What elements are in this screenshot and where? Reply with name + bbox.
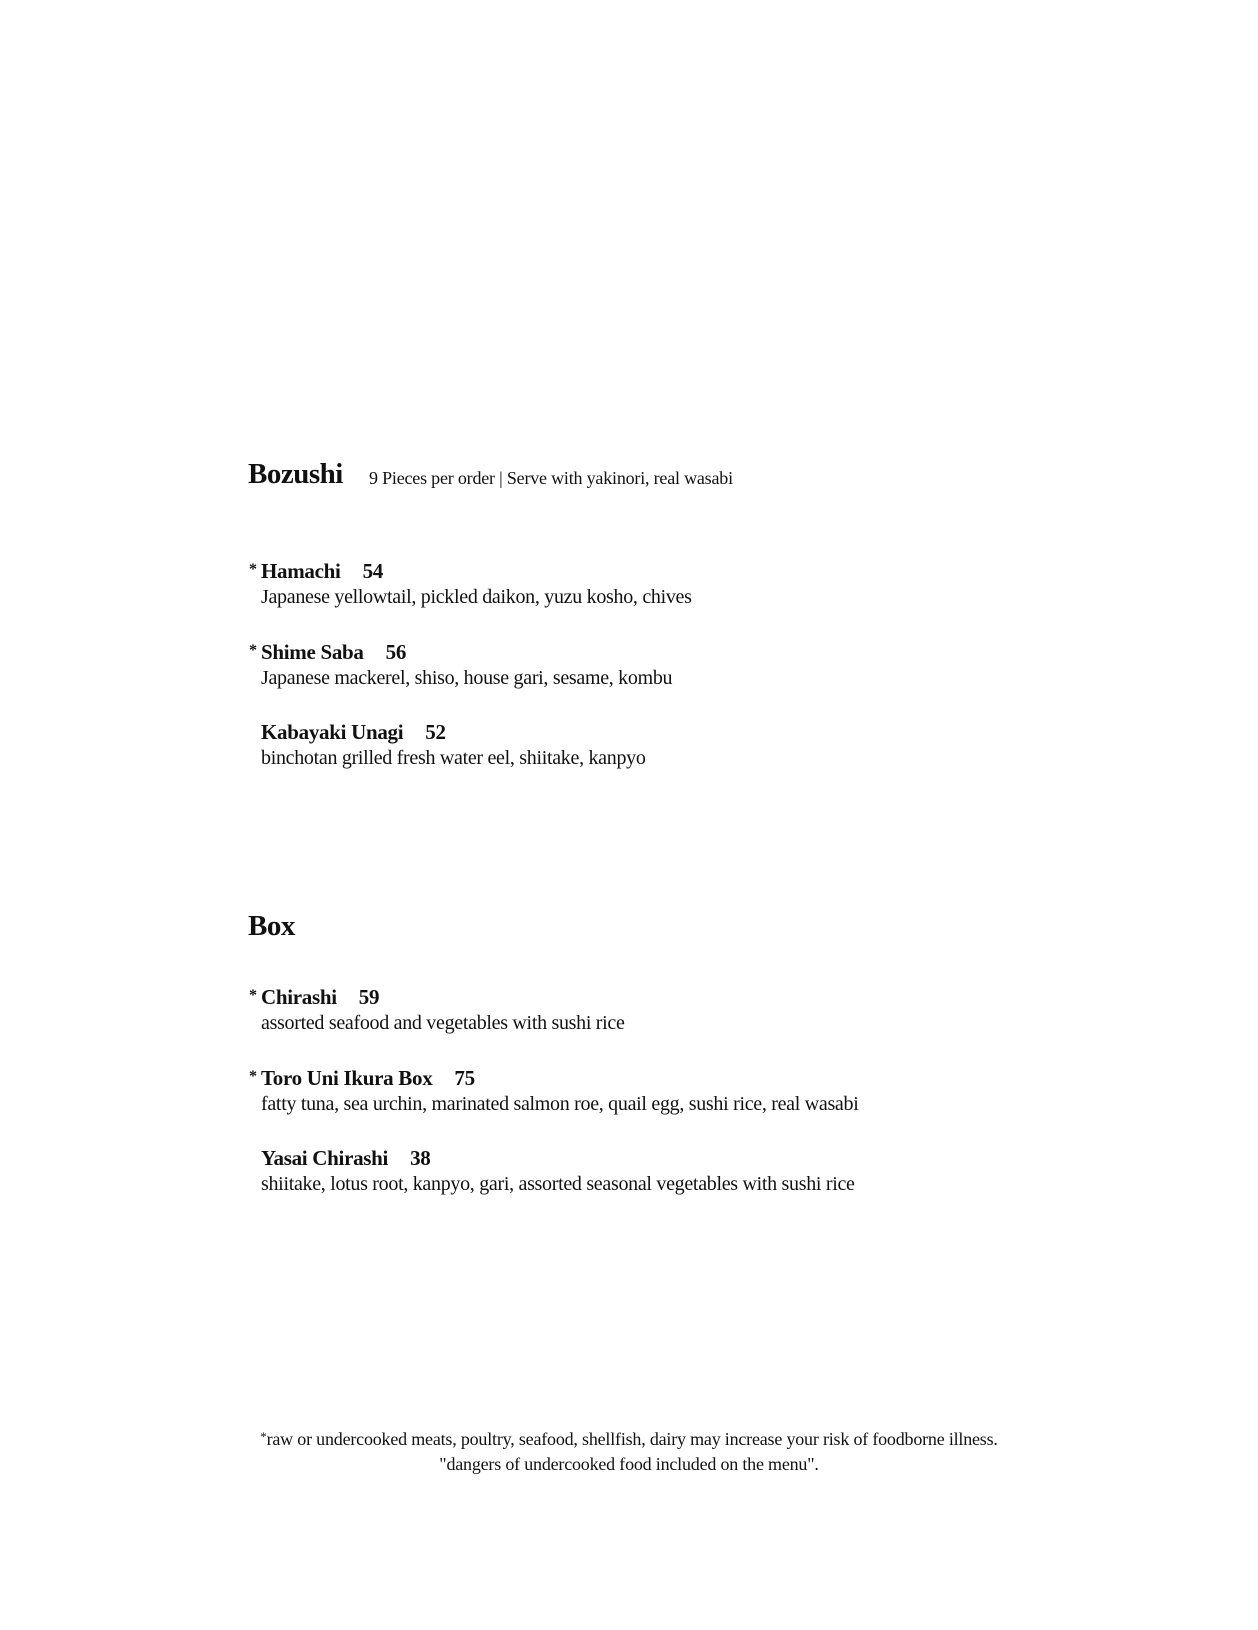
menu-item-description: binchotan grilled fresh water eel, shiitake, kanpyo bbox=[261, 747, 646, 769]
menu-item-price: 59 bbox=[358, 985, 380, 1009]
menu-item-price: 56 bbox=[385, 640, 407, 664]
menu-item-hamachi bbox=[249, 557, 1149, 610]
menu-item-header bbox=[249, 983, 1149, 1010]
menu-item-description: Japanese mackerel, shiso, house gari, sesame, kombu bbox=[261, 667, 673, 689]
health-warning-footnote bbox=[0, 1424, 1258, 1477]
menu-item-toro-uni-ikura-box bbox=[249, 1064, 1149, 1117]
menu-item-description: Japanese yellowtail, pickled daikon, yuzu kosho, chives bbox=[261, 586, 692, 608]
menu-item-shime-saba bbox=[249, 638, 1149, 691]
footnote-text-1: raw or undercooked meats, poultry, seafood, shellfish, dairy may increase your risk of foodborne illness. bbox=[266, 1429, 998, 1449]
menu-item-price: 54 bbox=[362, 559, 383, 583]
menu-item-name: Shime Saba bbox=[261, 640, 364, 664]
menu-item-description: fatty tuna, sea urchin, marinated salmon roe, quail egg, sushi rice, real wasabi bbox=[261, 1093, 859, 1115]
menu-item-kabayaki-unagi bbox=[249, 719, 1149, 771]
menu-item-header bbox=[249, 1145, 1149, 1171]
section-title-box: Box bbox=[248, 910, 295, 942]
raw-warning-star: * bbox=[249, 987, 257, 1004]
menu-item-price: 75 bbox=[454, 1066, 475, 1090]
menu-item-header bbox=[249, 719, 1149, 745]
menu-item-header bbox=[249, 1064, 1149, 1091]
menu-item-yasai-chirashi bbox=[249, 1145, 1149, 1197]
menu-item-name: Chirashi bbox=[261, 985, 337, 1009]
footnote-line-2: "dangers of undercooked food included on the menu". bbox=[439, 1454, 819, 1474]
menu-item-description: shiitake, lotus root, kanpyo, gari, assorted seasonal vegetables with sushi rice bbox=[261, 1173, 855, 1195]
raw-warning-star: * bbox=[249, 561, 257, 578]
menu-item-chirashi bbox=[249, 983, 1149, 1036]
footnote-line-1 bbox=[0, 1424, 1258, 1452]
menu-item-header bbox=[249, 638, 1149, 665]
menu-item-name: Hamachi bbox=[261, 559, 341, 583]
raw-warning-star: * bbox=[249, 642, 257, 659]
section-subtitle-bozushi: 9 Pieces per order | Serve with yakinori, real wasabi bbox=[369, 468, 733, 488]
menu-item-description: assorted seafood and vegetables with sushi rice bbox=[261, 1012, 625, 1034]
menu-item-price: 52 bbox=[425, 720, 446, 744]
menu-item-price: 38 bbox=[410, 1146, 431, 1170]
raw-warning-star: * bbox=[249, 1068, 257, 1085]
footnote-star: * bbox=[260, 1429, 267, 1444]
menu-item-name: Yasai Chirashi bbox=[261, 1146, 389, 1170]
section-title-bozushi: Bozushi bbox=[248, 458, 343, 490]
menu-item-name: Kabayaki Unagi bbox=[261, 720, 404, 744]
menu-item-header bbox=[249, 557, 1149, 584]
menu-item-name: Toro Uni Ikura Box bbox=[261, 1066, 433, 1090]
